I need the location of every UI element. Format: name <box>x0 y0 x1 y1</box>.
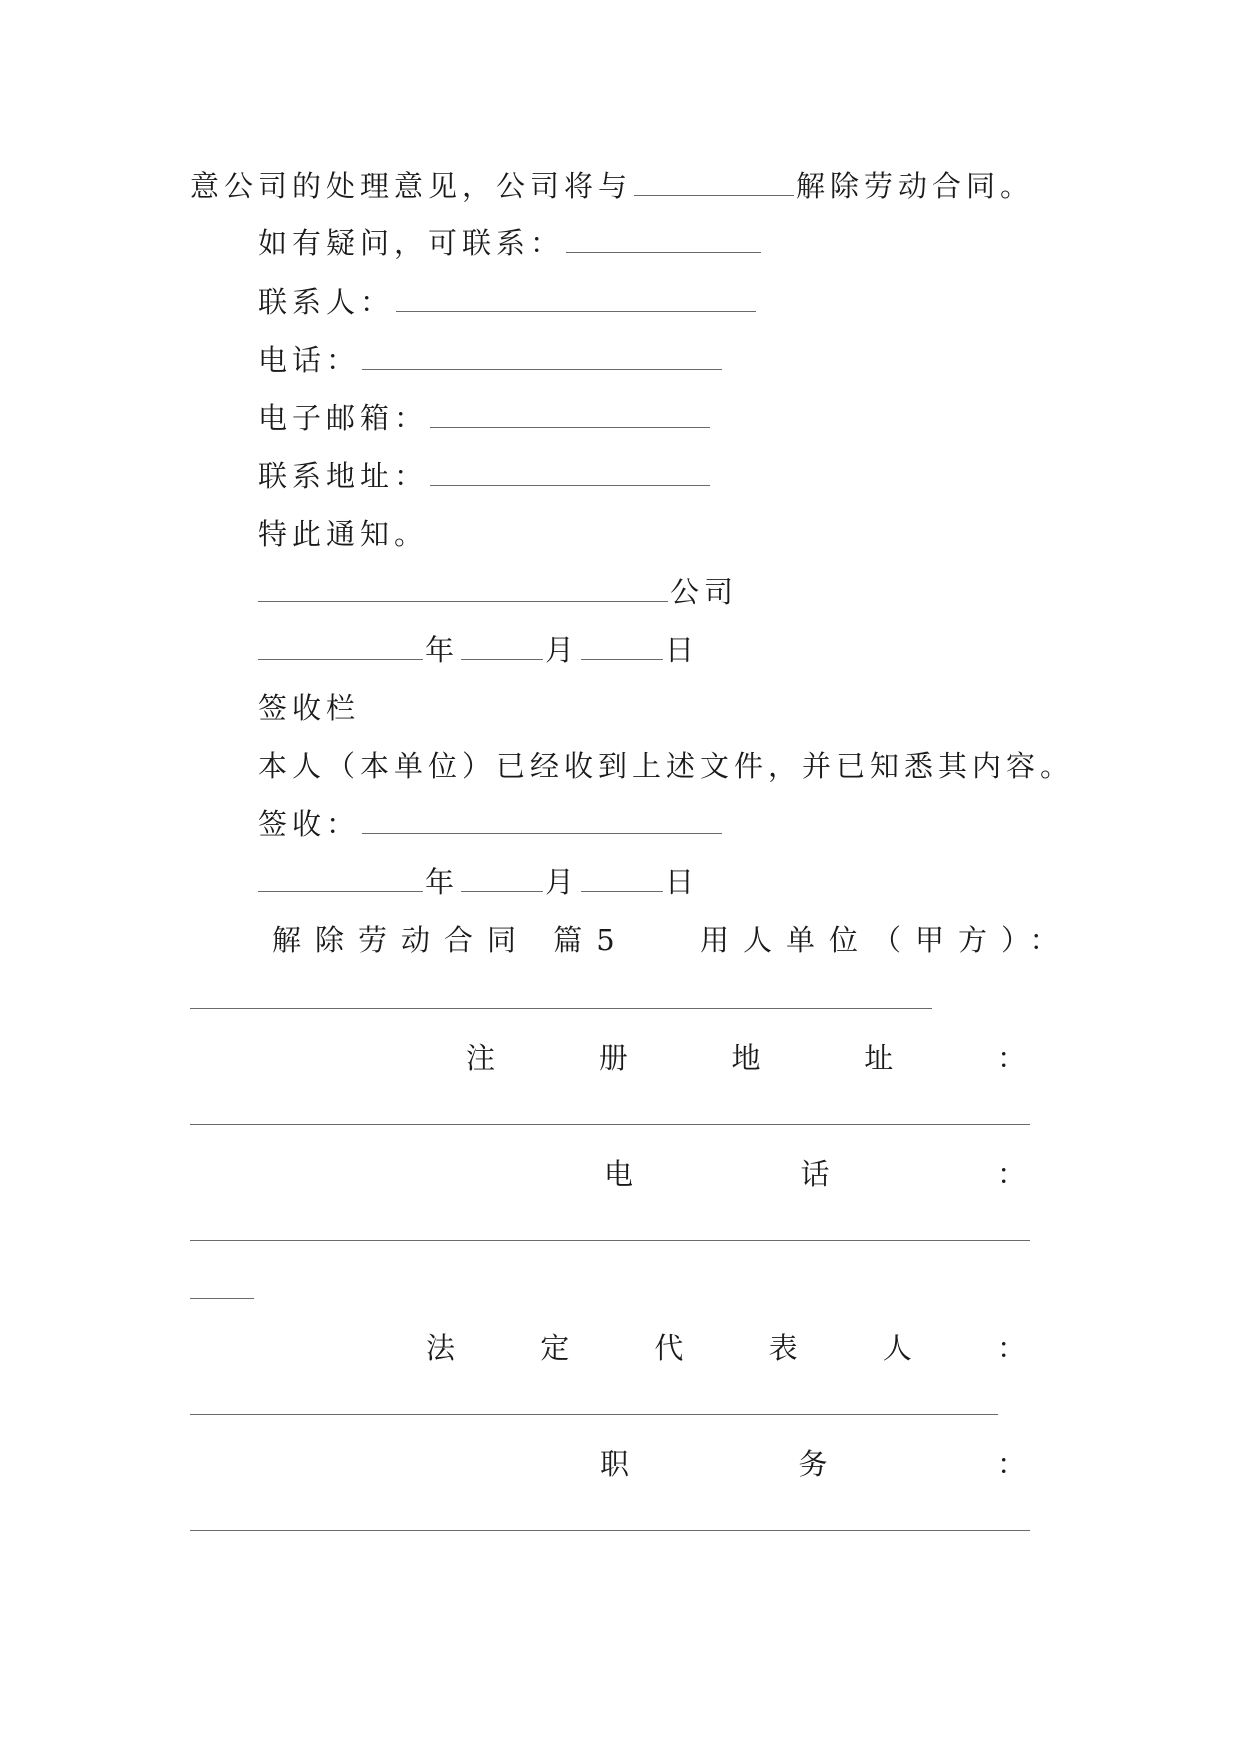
legal-rep-char: 代 <box>654 1331 684 1365</box>
company-signature-line <box>258 572 738 612</box>
registered-address-label <box>466 1038 1026 1078</box>
paragraph-end-text: 意公司的处理意见，公司将与 <box>190 169 633 203</box>
address-label: 联系地址： <box>258 459 429 493</box>
contact-prompt-label: 如有疑问，可联系： <box>258 226 565 260</box>
notice-closing-text: 特此通知。 <box>258 517 429 551</box>
contact-person-blank[interactable] <box>396 285 756 312</box>
employer-label: 用人单位（甲方）： <box>700 923 1073 957</box>
paragraph-end-line <box>190 166 1034 206</box>
section5-phone-char: 电 <box>604 1157 634 1191</box>
phone-line <box>258 340 724 380</box>
section5-phone-label <box>604 1154 1026 1194</box>
company-name-blank[interactable] <box>258 575 668 602</box>
email-line <box>258 398 712 438</box>
receipt-month-label: 月 <box>545 865 580 899</box>
receipt-day-blank[interactable] <box>581 865 663 892</box>
receipt-year-label: 年 <box>425 865 460 899</box>
receipt-statement-line <box>258 746 1074 786</box>
legal-rep-char: 表 <box>768 1331 798 1365</box>
contact-person-label: 联系人： <box>258 285 395 319</box>
phone-label: 电话： <box>258 343 361 377</box>
receipt-sign-line <box>258 804 724 844</box>
receipt-day-label: 日 <box>665 865 700 899</box>
employer-label-line <box>700 920 1073 960</box>
colon: ： <box>996 1041 1026 1075</box>
section5-phone-blank[interactable] <box>190 1240 1030 1241</box>
registered-address-char: 册 <box>598 1041 628 1075</box>
receipt-date-line <box>258 862 699 902</box>
paragraph-end-tail: 解除劳动合同。 <box>796 169 1035 203</box>
registered-address-char: 注 <box>466 1041 496 1075</box>
position-blank[interactable] <box>190 1530 1030 1531</box>
legal-representative-blank[interactable] <box>190 1414 998 1415</box>
notice-closing-line <box>258 514 428 554</box>
colon: ： <box>996 1447 1026 1481</box>
receipt-section-title: 签收栏 <box>258 691 361 725</box>
receipt-section-title-line <box>258 688 360 728</box>
day-label: 日 <box>665 633 700 667</box>
position-char: 务 <box>798 1447 828 1481</box>
email-blank[interactable] <box>430 401 710 428</box>
legal-rep-char: 定 <box>540 1331 570 1365</box>
day-blank[interactable] <box>581 633 663 660</box>
employer-blank[interactable] <box>190 1008 932 1009</box>
legal-rep-char: 法 <box>426 1331 456 1365</box>
contact-prompt-line <box>258 223 763 263</box>
phone-blank[interactable] <box>362 343 722 370</box>
receipt-sign-blank[interactable] <box>362 807 722 834</box>
registered-address-char: 址 <box>864 1041 894 1075</box>
month-label: 月 <box>545 633 580 667</box>
receipt-year-blank[interactable] <box>258 865 423 892</box>
email-label: 电子邮箱： <box>258 401 429 435</box>
legal-representative-label <box>426 1328 1026 1368</box>
section5-phone-char: 话 <box>800 1157 830 1191</box>
position-char: 职 <box>600 1447 630 1481</box>
section5-title: 解除劳动合同 篇5 <box>272 923 629 957</box>
month-blank[interactable] <box>461 633 543 660</box>
contact-person-line <box>258 282 758 322</box>
receipt-statement-text: 本人（本单位）已经收到上述文件，并已知悉其内容。 <box>258 749 1075 783</box>
colon: ： <box>996 1157 1026 1191</box>
colon: ： <box>996 1331 1026 1365</box>
receipt-sign-label: 签收： <box>258 807 361 841</box>
address-blank[interactable] <box>430 459 710 486</box>
contact-blank[interactable] <box>566 226 761 253</box>
position-label <box>600 1444 1026 1484</box>
legal-rep-char: 人 <box>882 1331 912 1365</box>
section5-phone-blank-continued[interactable] <box>190 1298 254 1299</box>
address-line <box>258 456 712 496</box>
receipt-month-blank[interactable] <box>461 865 543 892</box>
registered-address-char: 地 <box>731 1041 761 1075</box>
company-suffix: 公司 <box>670 575 739 609</box>
year-blank[interactable] <box>258 633 423 660</box>
section5-heading-line <box>272 920 629 960</box>
registered-address-blank[interactable] <box>190 1124 1030 1125</box>
year-label: 年 <box>425 633 460 667</box>
party-name-blank[interactable] <box>634 169 794 196</box>
notice-date-line <box>258 630 699 670</box>
